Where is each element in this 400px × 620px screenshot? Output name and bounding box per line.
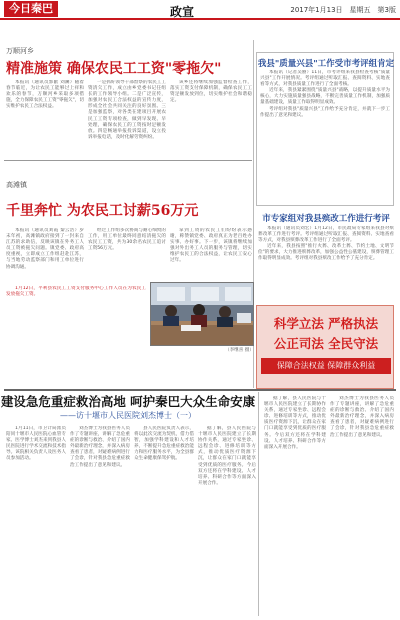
section-divider [4, 389, 396, 391]
story5-para: 据了解，县人民医院与十堰市人民医院建立了长期协作关系，通过专家坐诊、远程会诊、进修培训等方式，推动优质医疗资源下沉，让群众在家门口就能享受到优质的医疗服务。今后双方还将在学科建设、人才培养、科研合作等方面深入开展合作。 [198, 426, 256, 486]
story2-col2 [88, 228, 166, 280]
story4-headline: 市专家组对我县殡改工作进行考评 [262, 214, 390, 224]
story2-kicker: 高滩镇 [6, 181, 27, 189]
story5-col2 [70, 426, 130, 616]
photo-caption [150, 348, 254, 354]
story5-subhead: ——访十堰市人民医院刘杰博士（一） [60, 411, 196, 420]
story1-col2 [88, 80, 166, 158]
story5-para: 1月11日，市卫计局派员陪同十堰市人民医院心血管专家、医学博士刘杰来到我县人民医院进行学术交流和技术指导。该院相关负责人及医务人员参加活动。 [6, 426, 66, 462]
story3-body [260, 70, 390, 202]
story2-para: 拿到工资的农民工们纷纷表示感谢，称赞镇党委、政府真正为老百姓办实事、办好事。下一步，该镇将继续加强对外出务工人员的服务与管理，切实维护农民工的合法权益，让农民工安心过年。 [170, 228, 252, 264]
story1-col1 [6, 80, 84, 158]
story5-para: 县人民医院负责人表示，将以此次交流为契机，借力借智，加强学科建设和人才培养，不断提升急危重症救治能力和医疗服务水平，为全县群众生命健康保驾护航。 [134, 426, 194, 462]
story1-para: 本报讯（通讯员郭献 刘澜）随着春节临近，为让农民工能够过上祥和欢乐的春节，万顺河乡采取多项措施，全力保障农民工工资"零拖欠"，切实维护农民工合法权益。 [6, 80, 84, 110]
newspaper-logo: 今日秦巴 [4, 1, 58, 17]
story3-para: 本报讯（记者吴丽）11日，市考评组来我县检查考核"质量兴县"工作开展情况。考评组通过听取汇报、查阅资料、实地查看等方式，对我县质量工作进行了全面考核。 [260, 70, 390, 88]
story5-col6 [330, 396, 394, 616]
story2-para: 本报讯（通讯员刘霞 秦云浩）岁末年初，高滩镇政府接到了一封来自江苏的求助信，反映该镇在外务工人员工资被拖欠问题。镇党委、政府高度重视，立即成立工作组赶赴江苏，与当地劳动监察部门和用工单位进行协调沟通。 [6, 228, 84, 270]
section-title: 政宣 [170, 5, 195, 19]
slogan-line3: 保障合法权益 保障群众利益 [261, 358, 391, 374]
photo-intro-text: 1月12日，平利县农民工工资支付服务中心工作人员在为农民工发放拖欠工资。 [6, 286, 146, 298]
photo-credit: （李继喜 摄） [224, 348, 254, 353]
story1-kicker: 万顺河乡 [6, 47, 34, 55]
column-divider [258, 392, 259, 616]
story1-para: 该乡还将继续加强监督检查工作，落实工资支付保障机制，确保农民工工资足额发放到位，切实维护社会和谐稳定。 [170, 80, 252, 104]
story1-headline: 精准施策 确保农民工工资"零拖欠" [6, 61, 222, 77]
story5-col5 [264, 396, 326, 616]
story2-headline: 千里奔忙 为农民工讨薪56万元 [6, 203, 199, 219]
issue-date: 2017年1月13日 星期五 第3版 [290, 6, 396, 14]
slogan-banner [256, 305, 394, 389]
slogan-line2: 公正司法 全民守法 [273, 336, 379, 351]
story2-col3 [170, 228, 252, 280]
story4-para: 本报讯（通讯员刘宏）1月12日，市民政局专家组来我县对殡葬改革工作进行考评。考评组通过听取汇报、查阅资料、实地查看等方式，对我县殡葬改革工作进行了全面考评。 [258, 226, 394, 244]
story5-para: 刘杰博士为我县医务人员作了专题讲座，讲解了急危重症的诊断与救治、介绍了国内外最新治疗理念，并深入病房查看了患者，对疑难病例进行了会诊，针对我县急危重症救治工作提出了意见和建议。 [70, 426, 130, 468]
story5-col1 [6, 426, 66, 616]
news-photo [150, 282, 254, 346]
story3-para: 考评组对我县"质量兴县"工作给予充分肯定，并就下一步工作提出了意见和建议。 [260, 106, 390, 118]
story1-para: 一是抓好领导干部督察的农民工工资清欠工作，成立由乡党委书记任组长的工作领导小组。二是广泛宣传，加强对农民工合法权益的宣传力度，形成全社会共同关注的良好氛围。三是加强监察，对各类在建项目开展农民工工资专项检查，做到早发现、早处理，确保农民工的工资按时足额发放。四是畅通举报投诉渠道，设立投诉举报电话，及时化解劳资纠纷。 [88, 80, 166, 140]
story3-para: 近年来，我县紧紧围绕"质量兴县"战略，以提升质量水平为核心，大力实施质量强县战略，不断完善质量工作机制，加强质量基础建设，质量工作取得明显成效。 [260, 88, 390, 106]
divider [4, 160, 252, 161]
story2-col1 [6, 228, 84, 280]
story1-col3 [170, 80, 252, 158]
story4-body [258, 226, 394, 302]
office-scene-image [151, 283, 254, 346]
masthead [0, 0, 400, 20]
story5-col4 [198, 426, 256, 616]
photo-intro [6, 286, 146, 382]
story3-headline: 我县"质量兴县"工作受市考评组肯定 [257, 59, 395, 69]
story4-para: 近年来，我县按照"推行火葬、改革土葬、节约土地、文明节俭"的要求，大力推进殡葬改革，加强公益性公墓建设，殡葬管理工作取得明显成效。考评组对我县殡改工作给予了充分肯定。 [258, 244, 394, 262]
story5-para: 刘杰博士为我县医务人员作了专题讲座，讲解了急危重症的诊断与救治、介绍了国内外最新治疗理念，并深入病房查看了患者，对疑难病例进行了会诊，针对我县急危重症救治工作提出了意见和建议。 [330, 396, 394, 438]
slogan-line1: 科学立法 严格执法 [273, 316, 379, 331]
story2-para: 经过工作组多次协商与耐心细致的工作，用工单位最终同意结清拖欠的农民工工资，共为30余名农民工追讨工资56万元。 [88, 228, 166, 252]
story5-headline: 建设急危重症救治高地 呵护秦巴大众生命安康 [0, 394, 256, 409]
story5-para: 据了解，县人民医院与十堰市人民医院建立了长期协作关系，通过专家坐诊、远程会诊、进修培训等方式，推动优质医疗资源下沉，让群众在家门口就能享受到优质的医疗服务。今后双方还将在学科建设、人才培养、科研合作等方面深入开展合作。 [264, 396, 326, 450]
story5-col3 [134, 426, 194, 616]
